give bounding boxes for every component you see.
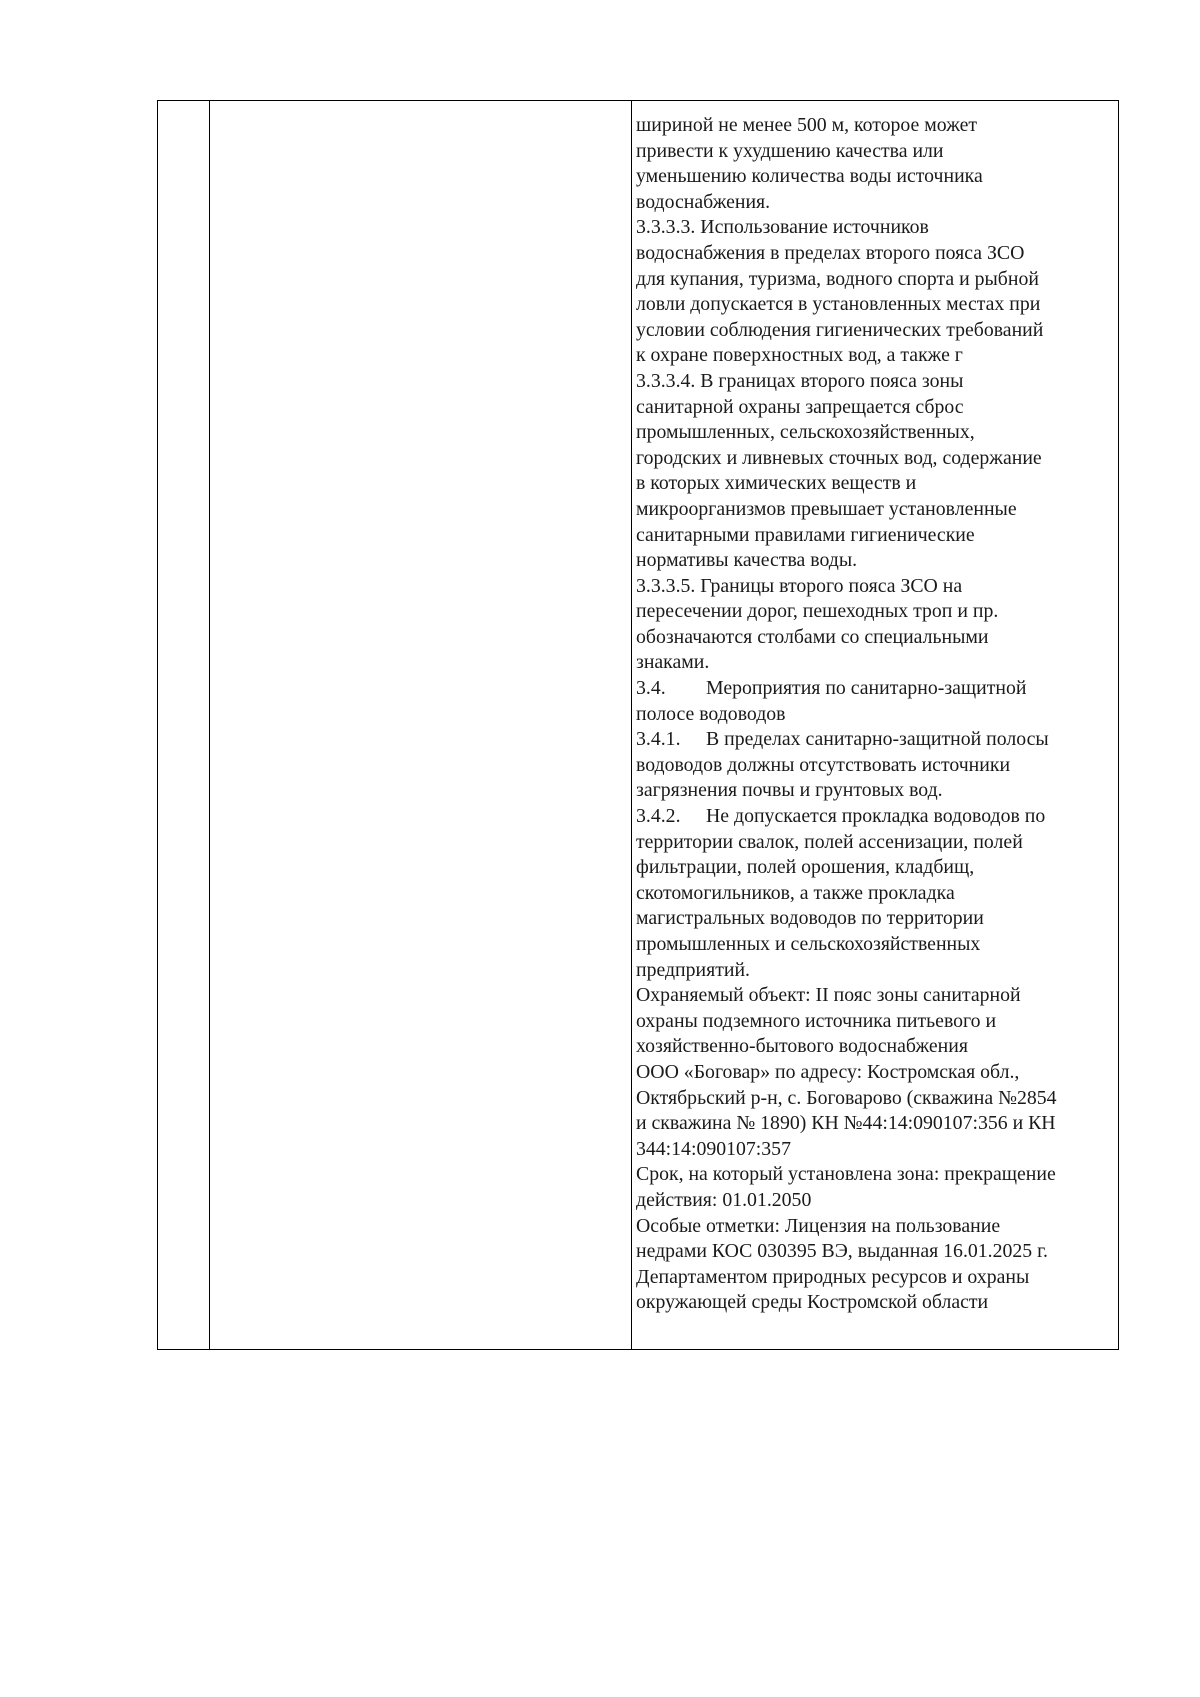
text-line: санитарной охраны запрещается сброс: [636, 395, 964, 418]
text-line: 3.3.3.3. Использование источников: [636, 216, 929, 239]
text-line: водоводов должны отсутствовать источники: [636, 753, 1011, 776]
text-line: предприятий.: [636, 958, 750, 981]
text-line: окружающей среды Костромской области: [636, 1291, 989, 1314]
text-line: и скважина № 1890) КН №44:14:090107:356 и КН: [636, 1112, 1056, 1135]
text-line: 3.4.1. В пределах санитарно-защитной полосы: [636, 728, 1049, 751]
text-line: ловли допускается в установленных местах при: [636, 293, 1041, 316]
text-line: территории свалок, полей ассенизации, полей: [636, 830, 1023, 853]
column-divider: [631, 101, 632, 1349]
name-cell: [210, 101, 631, 1349]
text-line: Особые отметки: Лицензия на пользование: [636, 1214, 1001, 1237]
text-line: санитарными правилами гигиенические: [636, 523, 975, 546]
description-cell: [636, 113, 1112, 1349]
text-line: уменьшению количества воды источника: [636, 165, 983, 188]
text-line: 344:14:090107:357: [636, 1137, 791, 1160]
text-line: 3.3.3.4. В границах второго пояса зоны: [636, 369, 964, 392]
text-line: недрами КОС 030395 ВЭ, выданная 16.01.2025 г.: [636, 1240, 1048, 1263]
text-line: обозначаются столбами со специальными: [636, 625, 989, 648]
text-line: Октябрьский р-н, с. Боговарово (скважина №2854: [636, 1086, 1057, 1109]
text-line: 3.3.3.5. Границы второго пояса ЗСО на: [636, 574, 963, 597]
text-line: условии соблюдения гигиенических требований: [636, 318, 1044, 341]
text-line: скотомогильников, а также прокладка: [636, 881, 955, 904]
text-line: городских и ливневых сточных вод, содержание: [636, 446, 1042, 469]
text-line: загрязнения почвы и грунтовых вод.: [636, 779, 943, 802]
text-line: водоснабжения.: [636, 190, 771, 213]
text-line: водоснабжения в пределах второго пояса ЗСО: [636, 241, 1025, 264]
text-line: Охраняемый объект: II пояс зоны санитарной: [636, 984, 1021, 1007]
text-line: хозяйственно-бытового водоснабжения: [636, 1035, 968, 1058]
text-line: ООО «Боговар» по адресу: Костромская обл.,: [636, 1060, 1020, 1083]
text-line: знаками.: [636, 651, 710, 674]
text-line: нормативы качества воды.: [636, 549, 858, 572]
text-line: Срок, на который установлена зона: прекращение: [636, 1163, 1056, 1186]
text-line: 3.4. Мероприятия по санитарно-защитной: [636, 677, 1027, 700]
text-line: привести к ухудшению качества или: [636, 139, 944, 162]
text-line: для купания, туризма, водного спорта и рыбной: [636, 267, 1039, 290]
text-line: промышленных, сельскохозяйственных,: [636, 421, 975, 444]
number-cell: [158, 101, 209, 1349]
text-line: магистральных водоводов по территории: [636, 907, 984, 930]
text-line: 3.4.2. Не допускается прокладка водоводов по: [636, 805, 1046, 828]
text-line: к охране поверхностных вод, а также г: [636, 344, 963, 367]
text-line: охраны подземного источника питьевого и: [636, 1009, 997, 1032]
text-line: промышленных и сельскохозяйственных: [636, 933, 981, 955]
text-line: полосе водоводов: [636, 702, 786, 725]
text-line: шириной не менее 500 м, которое может: [636, 114, 978, 136]
text-line: Департаментом природных ресурсов и охраны: [636, 1265, 1030, 1288]
text-line: действия: 01.01.2050: [636, 1188, 812, 1211]
text-line: микроорганизмов превышает установленные: [636, 497, 1017, 520]
text-line: фильтрации, полей орошения, кладбищ,: [636, 856, 975, 879]
text-line: пересечении дорог, пешеходных троп и пр.: [636, 600, 999, 623]
text-line: в которых химических веществ и: [636, 472, 917, 495]
document-table: [157, 100, 1119, 1350]
